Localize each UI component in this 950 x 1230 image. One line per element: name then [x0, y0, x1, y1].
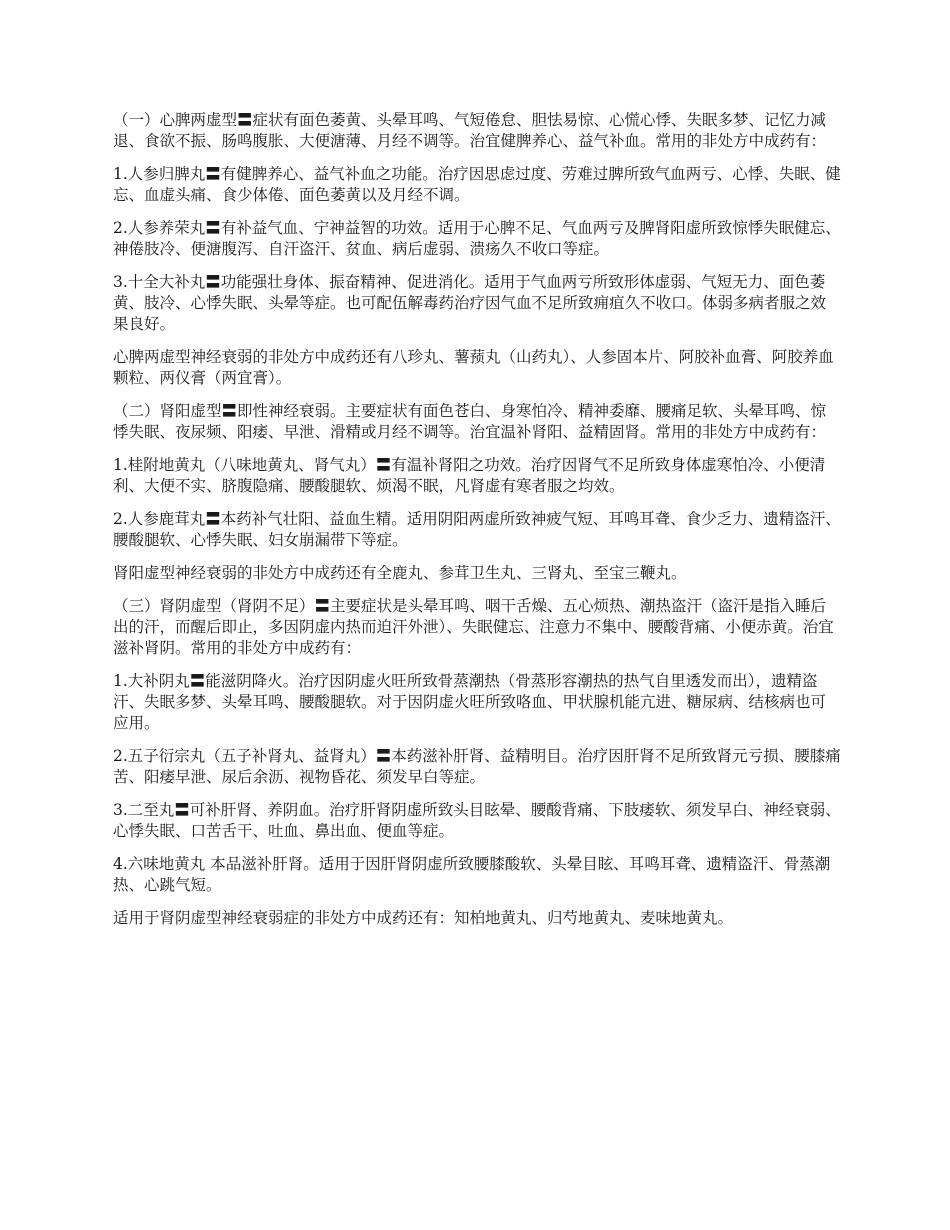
- paragraph-renshen-yangrong: 2.人参养荣丸〓有补益气血、宁神益智的功效。适用于心脾不足、气血两亏及脾肾阳虚所致惊悸失眠健忘、神倦肢冷、便溏腹泻、自汗盗汗、贫血、病后虚弱、溃疡久不收口等症。: [113, 219, 841, 258]
- paragraph-erzhi: 3.二至丸〓可补肝肾、养阴血。治疗肝肾阴虚所致头目眩晕、腰酸背痛、下肢痿软、须发早白、神经衰弱、心悸失眠、口苦舌干、吐血、鼻出血、便血等症。: [113, 801, 841, 840]
- paragraph-kidney-yin-intro: （三）肾阴虚型（肾阴不足）〓主要症状是头晕耳鸣、咽干舌燥、五心烦热、潮热盗汗（盗汗是指入睡后出的汗，而醒后即止，多因阴虚内热而迫汗外泄）、失眠健忘、注意力不集中、腰酸背痛、小便赤黄。治宜滋补肾阴。常用的非处方中成药有：: [113, 597, 834, 657]
- paragraph-kidney-yang-others: 肾阳虚型神经衰弱的非处方中成药还有全鹿丸、参茸卫生丸、三肾丸、至宝三鞭丸。: [113, 564, 687, 582]
- paragraph-kidney-yang-intro: （二）肾阳虚型〓即性神经衰弱。主要症状有面色苍白、身寒怕冷、精神委靡、腰痛足软、头晕耳鸣、惊悸失眠、夜尿频、阳痿、早泄、滑精或月经不调等。治宜温补肾阳、益精固肾。常用的非处方中成药有：: [113, 402, 827, 441]
- paragraph-heart-spleen-others: 心脾两虚型神经衰弱的非处方中成药还有八珍丸、薯蓣丸（山药丸）、人参固本片、阿胶补血膏、阿胶养血颗粒、两仪膏（两宜膏）。: [113, 348, 834, 387]
- document-body: [113, 110, 841, 941]
- paragraph-guifu-dihuang: 1.桂附地黄丸（八味地黄丸、肾气丸）〓有温补肾阳之功效。治疗因肾气不足所致身体虚寒怕冷、小便清利、大便不实、脐腹隐痛、腰酸腿软、烦渴不眠，凡肾虚有寒者服之均效。: [113, 456, 826, 495]
- paragraph-renshen-lurong: 2.人参鹿茸丸〓本药补气壮阳、益血生精。适用阴阳两虚所致神疲气短、耳鸣耳聋、食少乏力、遗精盗汗、腰酸腿软、心悸失眠、妇女崩漏带下等症。: [113, 510, 841, 549]
- paragraph-liuwei-dihuang: 4.六味地黄丸 本品滋补肝肾。适用于因肝肾阴虚所致腰膝酸软、头晕目眩、耳鸣耳聋、遗精盗汗、骨蒸潮热、心跳气短。: [113, 855, 831, 894]
- paragraph-dabu-yin: 1.大补阴丸〓能滋阴降火。治疗因阴虚火旺所致骨蒸潮热（骨蒸形容潮热的热气自里透发而出），遗精盗汗、失眠多梦、头晕耳鸣、腰酸腿软。对于因阴虚火旺所致咯血、甲状腺机能亢进、糖尿病、结核病也可应用。: [113, 672, 827, 732]
- paragraph-heart-spleen-intro: （一）心脾两虚型〓症状有面色萎黄、头晕耳鸣、气短倦怠、胆怯易惊、心慌心悸、失眠多梦、记忆力减退、食欲不振、肠鸣腹胀、大便溏薄、月经不调等。治宜健脾养心、益气补血。常用的非处方中成药有：: [113, 111, 827, 150]
- paragraph-wuzi-yanzong: 2.五子衍宗丸（五子补肾丸、益肾丸）〓本药滋补肝肾、益精明目。治疗因肝肾不足所致肾元亏损、腰膝痛苦、阳痿早泄、尿后余沥、视物昏花、须发早白等症。: [113, 747, 841, 786]
- paragraph-shiquan-dabu: 3.十全大补丸〓功能强壮身体、振奋精神、促进消化。适用于气血两亏所致形体虚弱、气短无力、面色萎黄、肢冷、心悸失眠、头晕等症。也可配伍解毒药治疗因气血不足所致痈疽久不收口。体弱多病者服之效果良好。: [113, 273, 827, 333]
- paragraph-renshen-guipi: 1.人参归脾丸〓有健脾养心、益气补血之功能。治疗因思虑过度、劳难过脾所致气血两亏、心悸、失眠、健忘、血虚头痛、食少体倦、面色萎黄以及月经不调。: [113, 165, 841, 204]
- paragraph-kidney-yin-others: 适用于肾阴虚型神经衰弱症的非处方中成药还有：知柏地黄丸、归芍地黄丸、麦味地黄丸。: [113, 909, 734, 927]
